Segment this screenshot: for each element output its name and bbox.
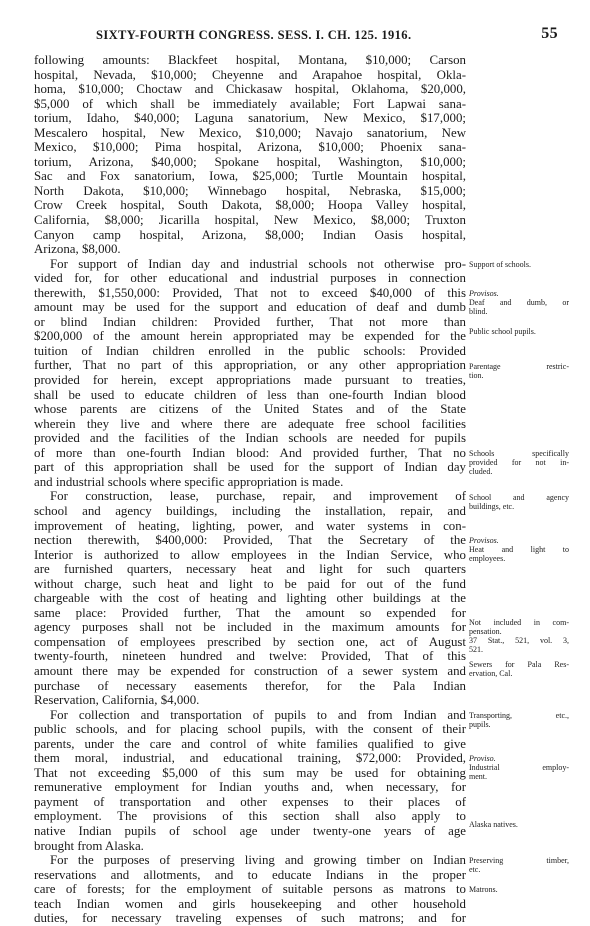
text-line: teach Indian women and girls housekeeping and other household (34, 896, 466, 911)
margin-note-line: Transporting, etc., (469, 710, 569, 720)
margin-note-line: Preserving timber, (469, 856, 569, 866)
margin-note-line: Proviso. (469, 754, 496, 764)
margin-note-line: provided for not in- (469, 457, 569, 467)
margin-note-line: pupils. (469, 719, 491, 729)
text-line: $200,000 of the amount herein appropriated may be expended for the (34, 329, 466, 344)
text-line: amount there may be expended for construction of a sewer system and (34, 663, 466, 678)
page-number: 55 (541, 25, 558, 42)
margin-note-line: Parentage restric- (469, 361, 569, 371)
text-line: For support of Indian day and industrial schools not otherwise pro- (50, 256, 466, 271)
text-line: them moral, industrial, and educational training, $72,000: Provided, (34, 751, 466, 766)
text-line: payment of transportation and other expenses to their places of (34, 794, 466, 809)
text-line: tuition of Indian children enrolled in the public schools: Provided (34, 343, 466, 358)
text-line: therewith, $1,550,000: Provided, That not to exceed $40,000 of this (34, 285, 466, 300)
text-line: further, That no part of this appropriation, or any other appropriation (34, 358, 466, 373)
margin-note-line: Heat and light to (469, 545, 569, 555)
text-line: chargeable with the cost of heating and lighting other buildings at the (34, 591, 466, 606)
margin-note-line: blind. (469, 306, 488, 316)
text-line: brought from Alaska. (34, 838, 144, 853)
text-line: Reservation, California, $4,000. (34, 693, 200, 708)
text-line: without charge, such heat and light to be paid for out of the fund (34, 576, 466, 591)
margin-note-line: Deaf and dumb, or (469, 297, 569, 307)
margin-note-line: Provisos. (469, 536, 499, 546)
text-line: For the purposes of preserving living and growing timber on Indian (50, 853, 466, 868)
margin-note-line: pensation. (469, 626, 502, 636)
margin-note-line: Public school pupils. (469, 326, 536, 336)
margin-note-line: Not included in com- (469, 617, 569, 627)
margin-note (469, 493, 569, 511)
margin-note-line: Alaska natives. (469, 819, 518, 829)
text-line: Mescalero hospital, New Mexico, $10,000; Navajo sanatorium, New (34, 125, 466, 140)
text-line: hospital, Nevada, $10,000; Cheyenne and Arapahoe hospital, Okla- (34, 67, 466, 82)
text-line: $5,000 of which shall be immediately available; Fort Lapwai sana- (34, 96, 466, 111)
text-line: torium, Arizona, $40,000; Spokane hospital, Washington, $10,000; (34, 154, 466, 169)
text-line: provided for herein, except appropriations made pursuant to treaties, (34, 373, 466, 388)
text-line: North Dakota, $10,000; Winnebago hospital, Nebraska, $15,000; (34, 183, 466, 198)
margin-note (469, 820, 569, 829)
text-line: Crow Creek hospital, South Dakota, $8,000; Hoopa Valley hospital, (34, 198, 466, 213)
text-line: amount may be used for the support and education of deaf and dumb (34, 300, 466, 315)
text-line: nection therewith, $400,000: Provided, That the Secretary of the (34, 533, 466, 548)
text-line: improvement of heating, lighting, power, and water systems in con- (34, 518, 466, 533)
text-line: For collection and transportation of pupils to and from Indian and (50, 707, 466, 722)
text-line: purchase of necessary easements therefor, for the Pala Indian (34, 678, 466, 693)
text-line: of more than one-fourth Indian blood: And provided further, That no (34, 445, 466, 460)
margin-note-line: 37 Stat., 521, vol. 3, (469, 635, 569, 645)
text-line: parents, under the care and control of white families qualified to give (34, 736, 466, 751)
margin-note-line: School and agency (469, 492, 569, 502)
header-title: SIXTY-FOURTH CONGRESS. SESS. I. CH. 125. 1916. (96, 28, 412, 42)
text-line: remunerative employment for Indian youths and, when necessary, for (34, 780, 466, 795)
margin-note (469, 536, 569, 563)
margin-note-line: cluded. (469, 466, 493, 476)
text-line: provided and the facilities of the Indian schools are needed for pupils (34, 431, 466, 446)
text-line: native Indian pupils of school age under twenty-one years of age (34, 823, 466, 838)
text-line: twenty-fourth, nineteen hundred and twelve: Provided, That of this (34, 649, 466, 664)
margin-note-line: tion. (469, 370, 484, 380)
margin-note (469, 260, 569, 269)
text-line: or blind Indian children: Provided further, That not more than (34, 314, 466, 329)
text-line: following amounts: Blackfeet hospital, Montana, $10,000; Carson (34, 53, 466, 67)
text-line: wherein they live and where there are adequate free school facilities (34, 416, 466, 431)
text-line: care of forests; for the employment of suitable persons as matrons to (34, 882, 466, 897)
text-line: agency purposes shall not be included in the maximum amounts for (34, 620, 466, 635)
margin-note-line: ment. (469, 772, 487, 782)
margin-note-line: Industrial employ- (469, 763, 569, 773)
text-line: Mexico, $10,000; Pima hospital, Arizona, $10,000; Phoenix sana- (34, 140, 466, 155)
text-line: Sac and Fox sanatorium, Iowa, $25,000; Turtle Mountain hospital, (34, 169, 466, 184)
margin-note-line: Schools specifically (469, 448, 569, 458)
text-line: That not exceeding $5,000 of this sum may be used for obtaining (34, 765, 466, 780)
margin-note-line: Support of schools. (469, 259, 531, 269)
text-line: vided for, for other educational and industrial purposes in connection (34, 271, 466, 286)
margin-note (469, 289, 569, 316)
text-line: and industrial schools where specific appropriation is made. (34, 474, 344, 489)
text-line: Canyon camp hospital, Arizona, $8,000; Indian Oasis hospital, (34, 227, 466, 242)
margin-note-line: Matrons. (469, 885, 498, 895)
text-line: whose parents are citizens of the United States and of the State (34, 402, 466, 417)
margin-note-line: Provisos. (469, 288, 499, 298)
margin-note-line: buildings, etc. (469, 501, 515, 511)
margin-note-line: 521. (469, 644, 483, 654)
margin-note (469, 885, 569, 894)
text-line: compensation of employees prescribed by section one, act of August (34, 634, 466, 649)
text-line: public schools, and for placing school pupils, with the consent of their (34, 722, 466, 737)
margin-note (469, 362, 569, 380)
text-line: duties, for necessary traveling expenses of such matrons; and for (34, 911, 466, 926)
margin-note (469, 327, 569, 336)
text-line: are furnished quarters, necessary heat and light for such quarters (34, 562, 466, 577)
text-line: employment. The provisions of this section shall also apply to (34, 809, 466, 824)
margin-note (469, 618, 569, 654)
text-line: For construction, lease, purchase, repair, and improvement of (50, 489, 466, 504)
text-line: school and agency buildings, including the installation, repair, and (34, 503, 466, 518)
text-line: same place: Provided further, That the amount so expended for (34, 605, 466, 620)
margin-note-line: etc. (469, 865, 481, 875)
running-header (34, 25, 558, 48)
margin-note (469, 711, 569, 729)
text-line: reservations and allotments, and to educate Indians in the proper (34, 867, 466, 882)
text-line: Interior is authorized to allow employees in the Indian Service, who (34, 547, 466, 562)
text-line: part of this appropriation shall be used for the support of Indian day (34, 460, 466, 475)
statute-text (34, 53, 466, 926)
margin-note-line: ervation, Cal. (469, 668, 513, 678)
text-line: Arizona, $8,000. (34, 242, 121, 257)
text-line: torium, Idaho, $40,000; Laguna sanatorium, New Mexico, $17,000; (34, 111, 466, 126)
margin-note-line: Sewers for Pala Res- (469, 659, 569, 669)
margin-note-line: employees. (469, 554, 506, 564)
margin-note (469, 660, 569, 678)
margin-note (469, 856, 569, 874)
text-line: shall be used to educate children of less than one-fourth Indian blood (34, 387, 466, 402)
margin-note (469, 754, 569, 781)
text-line: homa, $10,000; Choctaw and Chickasaw hospital, Oklahoma, $20,000, (34, 82, 466, 97)
margin-note (469, 449, 569, 476)
text-line: California, $8,000; Jicarilla hospital, New Mexico, $8,000; Truxton (34, 213, 466, 228)
